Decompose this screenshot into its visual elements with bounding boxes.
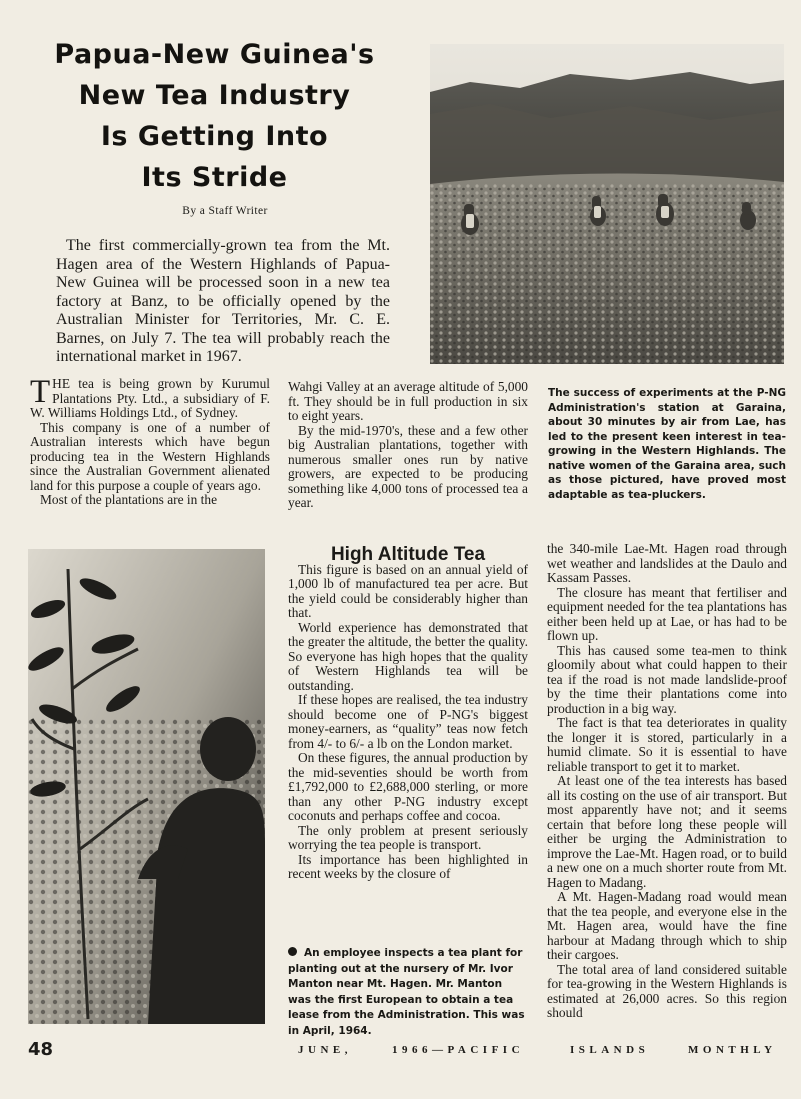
paragraph: The total area of land considered suitable for tea-growing in the Western Highlands is estimated at 26,000 acres. So this region should bbox=[547, 961, 787, 1020]
bullet-icon bbox=[288, 947, 297, 956]
paragraph: Wahgi Valley at an average altitude of 5,000 ft. They should be in full production in six to eight years. bbox=[288, 379, 528, 423]
paragraph: At least one of the tea interests has based all its costing on the use of air transport. But most apparently have not; and it seems certain that before long these people will either be urging the Administration to improve the Lae-Mt. Hagen road, or to build a new one on a much shorter route from Mt. Hagen to Madang. bbox=[547, 773, 787, 890]
headline-line: Is Getting Into bbox=[100, 121, 329, 152]
headline-line: Its Stride bbox=[141, 162, 288, 193]
paragraph: A Mt. Hagen-Madang road would mean that the tea people, and everyone else in the Mt. Hagen area, would have the fine harbour at Madang through which to ship their cargoes. bbox=[547, 889, 787, 962]
paragraph: This figure is based on an annual yield of 1,000 lb of manufactured tea per acre. But the yield could be considerably higher than that. bbox=[288, 561, 528, 620]
paragraph bbox=[30, 374, 270, 421]
article-column-2-top bbox=[288, 380, 528, 511]
footer-monthly: MONTHLY bbox=[688, 1044, 777, 1056]
tea-field-photo bbox=[430, 44, 784, 364]
paragraph: On these figures, the annual production by the mid-seventies should be worth from £1,792,000 to £2,688,000 sterling, or more than any other P-NG industry except coconuts and perhaps coffee and cocoa. bbox=[288, 750, 528, 823]
bottom-photo-caption bbox=[288, 946, 526, 1039]
byline: By a Staff Writer bbox=[182, 205, 268, 217]
article-column-1 bbox=[30, 374, 270, 508]
article-column-2-bottom bbox=[288, 544, 528, 882]
headline-line: Papua-New Guinea's bbox=[54, 39, 375, 70]
paragraph: the 340-mile Lae-Mt. Hagen road through wet weather and landslides at the Daulo and Kassam Passes. bbox=[547, 541, 787, 585]
paragraph: This has caused some tea-men to think gloomily about what could happen to their tea if the road is not made landslide-proof by the time their plantations come into production in a big way. bbox=[547, 642, 787, 716]
top-photo-caption: The success of experiments at the P-NG Administration's station at Garaina, about 30 minutes by air from Lae, has led to the present keen interest in tea-growing in the Western Highlands. The native women of the Garaina area, such as those pictured, have proved most adaptable as tea-pluckers. bbox=[548, 387, 786, 501]
paragraph: The only problem at present seriously worrying the tea people is transport. bbox=[288, 822, 528, 852]
intro-paragraph bbox=[56, 237, 390, 367]
tea-field-image bbox=[430, 44, 784, 364]
paragraph: The fact is that tea deteriorates in quality the longer it is stored, particularly in a humid climate. So it is essential to have reliable transport to get it to market. bbox=[547, 715, 787, 774]
drop-cap: T bbox=[30, 374, 51, 410]
intro-text: The first commercially-grown tea from the Mt. Hagen area of the Western Highlands of Papua-New Guinea will be processed soon in a new tea factory at Banz, to be officially opened by the Australian Minister for Territories, Mr. C. E. Barnes, on July 7. The tea will probably reach the international market in 1967. bbox=[56, 237, 390, 365]
paragraph: The closure has meant that fertiliser and equipment needed for the tea plantations has either been held up at Lae, or has had to be flown up. bbox=[547, 584, 787, 643]
page-number: 48 bbox=[28, 1039, 54, 1060]
headline bbox=[22, 34, 407, 198]
section-subhead: High Altitude Tea bbox=[330, 544, 486, 565]
footer-islands: ISLANDS bbox=[570, 1044, 650, 1056]
paragraph-text: HE tea is being grown by Kurumul Plantations Pty. Ltd., a subsidiary of F. W. Williams Holdings Ltd., of Sydney. bbox=[30, 376, 270, 420]
footer-year-publication: 1966—PACIFIC bbox=[392, 1044, 525, 1056]
tea-plant-image bbox=[28, 549, 265, 1024]
caption-text: An employee inspects a tea plant for planting out at the nursery of Mr. Ivor Manton near Mt. Hagen. Mr. Manton was the first European to obtain a tea lease from the Administration. This was in April, 1964. bbox=[288, 947, 525, 1037]
paragraph: By the mid-1970's, these and a few other big Australian plantations, together with numerous smaller ones run by native growers, are expected to be producing something like 4,000 tons of processed tea a year. bbox=[288, 422, 528, 510]
paragraph: If these hopes are realised, the tea industry should become one of P-NG's biggest money-earners, as “quality” teas now fetch from 4/- to 6/- a lb on the London market. bbox=[288, 692, 528, 751]
footer-month: JUNE, bbox=[298, 1044, 352, 1056]
paragraph: Its importance has been highlighted in recent weeks by the closure of bbox=[288, 851, 528, 881]
paragraph: Most of the plantations are in the bbox=[40, 492, 218, 507]
paragraph: World experience has demonstrated that the greater the altitude, the better the quality. So everyone has high hopes that the quality of Western Highlands tea will be outstanding. bbox=[288, 619, 528, 693]
tea-plant-photo bbox=[28, 549, 265, 1024]
paragraph: This company is one of a number of Australian interests which have begun producing tea in the Western Highlands since the Australian Government alienated land for this purpose a couple of years ago. bbox=[30, 419, 270, 493]
article-column-3 bbox=[547, 542, 787, 1021]
headline-line: New Tea Industry bbox=[78, 80, 351, 111]
